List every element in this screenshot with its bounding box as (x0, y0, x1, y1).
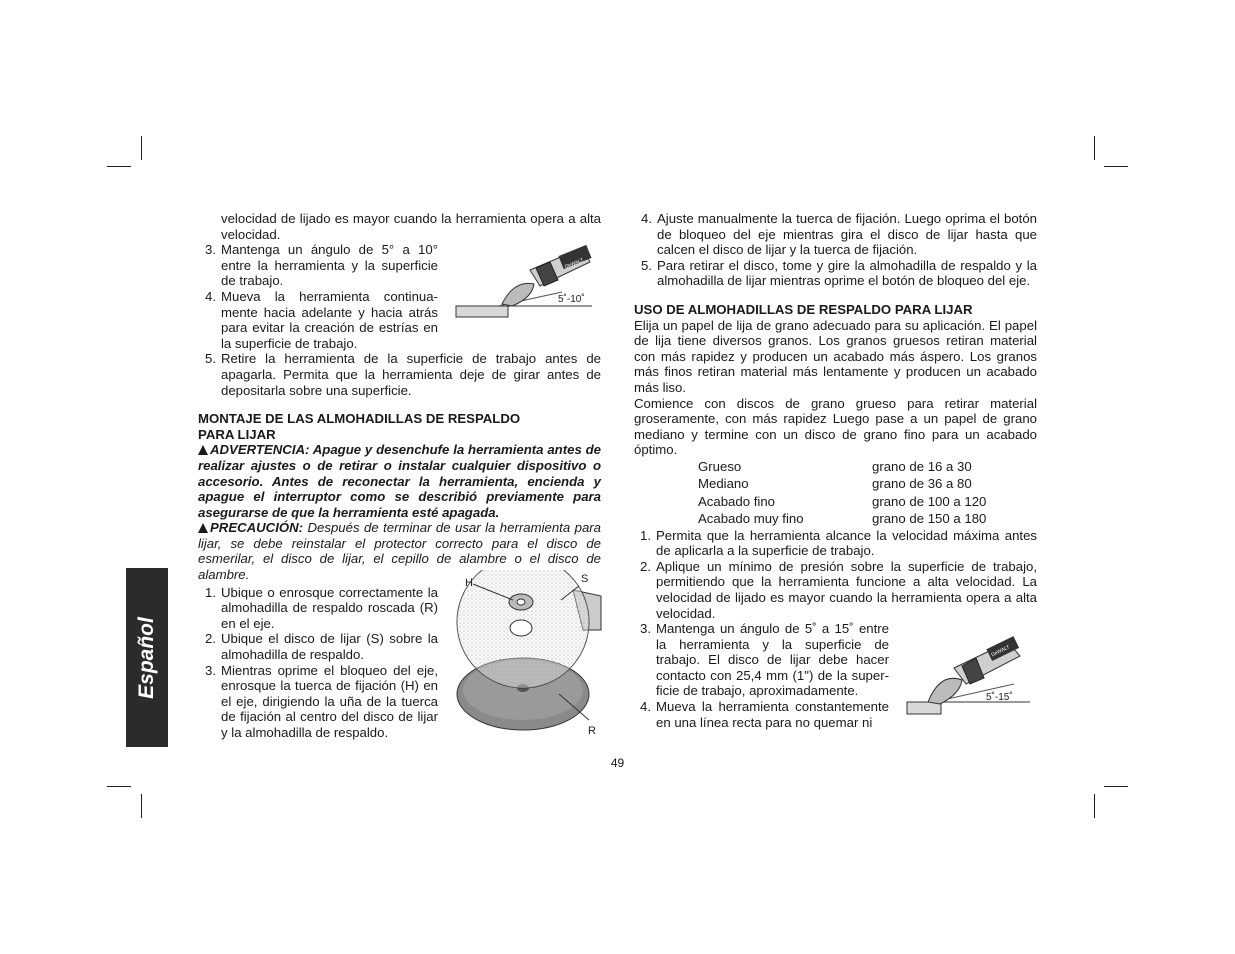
grinder-angle-illustration-2 (904, 636, 1034, 718)
section-heading-mounting: MONTAJE DE LAS ALMOHADILLAS DE RESPALDO PARA LIJAR (198, 411, 521, 442)
right-item-4: 4. Ajuste manualmente la tuerca de fijación. Luego oprima el botón de bloqueo del eje mientras gira el disco de lijar hasta que calcen el disco de lijar y la tuerca de fijación. (641, 211, 1037, 258)
brand-logo: DeWALT (564, 257, 585, 271)
right-item-3b: 3. Mantenga un ángulo de 5˚ a 15˚ entre la herramienta y la superficie de trabajo. El disco de lijar debe hacer contacto con 25,4 mm (1") de la superficie de trabajo, aproximadamente. (640, 621, 889, 699)
page-number: 49 (610, 756, 625, 770)
right-item-5: 5. Para retirar el disco, tome y gire la almohadilla de respaldo y la almohadilla de lijar mientras oprime el botón de bloqueo del eje. (641, 257, 1037, 289)
table-row: Grueso grano de 16 a 30 (698, 458, 972, 474)
crop-mark (107, 166, 131, 167)
label-h: H (465, 577, 473, 589)
right-paragraph-1: Elija un papel de lija de grano adecuado para su aplicación. El papel de lija tiene diversos granos. Los granos gruesos retiran material con más rapidez y producen un acabado más áspero. Los granos más finos retiran material más lentamente y producen un acabado más liso. (634, 317, 1037, 395)
grinder-angle-illustration (452, 240, 600, 322)
crop-mark (1094, 794, 1095, 818)
list-item: 3. Mientras oprime el bloqueo del eje, enrosque la tuerca de fijación (H) en el eje, dirigiendo la uña de la tuerca de fijación al centro del disco de lijar y la almohadilla de respaldo. (205, 662, 438, 740)
table-row: Acabado muy fino grano de 150 a 180 (698, 511, 987, 527)
brand-logo-2: DeWALT (990, 644, 1011, 659)
label-s: S (581, 573, 589, 585)
warning-block: ADVERTENCIA: Apague y desenchufe la herramienta antes de realizar ajustes o de retirar o instalar cualquier dispositivo o accesorio. Antes de reconectar la herramienta, encienda y apague el interruptor como se describió previamente para asegurarse de que la herramienta esté apagada. (198, 442, 601, 520)
language-tab (126, 568, 168, 747)
crop-mark (141, 136, 142, 160)
table-row: Acabado fino grano de 100 a 120 (698, 493, 987, 509)
grit-table (634, 458, 1037, 528)
list-item: 1. Ubique o enrosque correctamente la almohadilla de respaldo roscada (R) en el eje. (205, 584, 438, 631)
table-row: Mediano grano de 36 a 80 (698, 476, 972, 492)
crop-mark (141, 794, 142, 818)
left-item-5: 5. Retire la herramienta de la superficie de trabajo antes de apagarla. Permita que la herramienta deje de girar antes de depositarla sobre una superficie. (205, 351, 601, 398)
crop-mark (1104, 786, 1128, 787)
left-intro: velocidad de lijado es mayor cuando la herramienta opera a alta velocidad. (221, 211, 601, 242)
crop-mark (1104, 166, 1128, 167)
language-tab-label: Español (135, 616, 158, 699)
mounting-steps (198, 585, 438, 741)
crop-mark (1094, 136, 1095, 160)
warning-triangle-icon (198, 445, 208, 455)
left-item-3: 3. Mantenga un ángulo de 5° a 10° entre la herramienta y la superficie de trabajo. (205, 242, 438, 289)
left-item-4: 4. Mueva la herramienta continuamente hacia adelante y hacia atrás para evitar la creación de estrías en la superficie de trabajo. (205, 288, 438, 351)
list-item: 2. Aplique un mínimo de presión sobre la superficie de trabajo, permitiendo que la herramienta funcione a alta velocidad. La velocidad de lijado es mayor cuando la herramienta opera a alta velocidad. (640, 558, 1037, 621)
label-r: R (588, 725, 596, 737)
caution-block: PRECAUCIÓN: Después de terminar de usar la herramienta para lijar, se debe reinstalar el protector correcto para el disco de esmerilar, el disco de lijar, el cepillo de alambre o el disco de alambre. (198, 520, 602, 583)
section-heading-usage: USO DE ALMOHADILLAS DE RESPALDO PARA LIJAR (634, 301, 973, 317)
crop-mark (107, 786, 131, 787)
right-paragraph-2: Comience con discos de grano grueso para retirar material groseramente, con más rapidez Luego pase a un papel de grano mediano y termine con un disco de grano fino para un acabado óptimo. (634, 395, 1037, 458)
list-item: 1. Permita que la herramienta alcance la velocidad máxima antes de aplicarla a la superficie de trabajo. (640, 527, 1037, 559)
list-item: 2. Ubique el disco de lijar (S) sobre la almohadilla de respaldo. (205, 631, 438, 663)
angle-label-2: 5˚-15˚ (986, 692, 1013, 703)
angle-label: 5˚-10˚ (558, 294, 585, 305)
right-item-4b: 4. Mueva la herramienta constantemente en una línea recta para no quemar ni (640, 699, 889, 730)
backing-pad-assembly-illustration (455, 570, 605, 738)
caution-triangle-icon (198, 523, 208, 533)
